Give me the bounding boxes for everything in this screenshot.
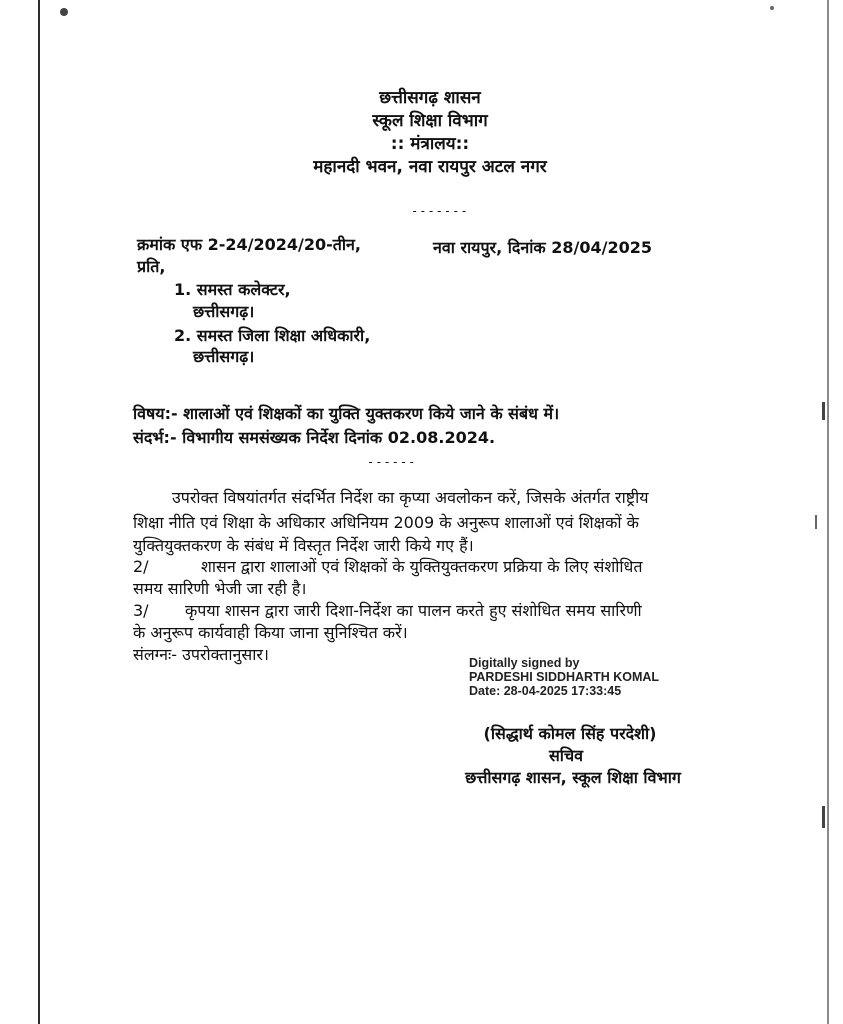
recipient-2-line2: छत्तीसगढ़। bbox=[193, 347, 255, 366]
page-left-edge bbox=[38, 0, 40, 1024]
scan-speck bbox=[822, 806, 825, 828]
header-separator: ------- bbox=[411, 204, 469, 218]
digital-signature-block bbox=[469, 656, 719, 698]
memo-number: क्रमांक एफ 2-24/2024/20-तीन, bbox=[137, 235, 361, 254]
paragraph-2-number: 2/ bbox=[133, 557, 149, 576]
paragraph-3-number: 3/ bbox=[133, 601, 149, 620]
scan-smudge bbox=[60, 8, 68, 16]
enclosure-line: संलग्नः- उपरोक्तानुसार। bbox=[133, 645, 269, 664]
memo-to-label: प्रति, bbox=[137, 257, 166, 276]
ministry-title: :: मंत्रालय:: bbox=[390, 134, 470, 154]
department-title: स्कूल शिक्षा विभाग bbox=[372, 111, 488, 131]
signatory-name: (सिद्धार्थ कोमल सिंह परदेशी) bbox=[483, 724, 657, 743]
paragraph-1-line-1: उपरोक्त विषयांतर्गत संदर्भित निर्देश का कृप्या अवलोकन करें, जिसके अंतर्गत राष्ट्रीय bbox=[172, 488, 649, 507]
paragraph-3-line-2: के अनुरूप कार्यवाही किया जाना सुनिश्चित करें। bbox=[133, 623, 408, 642]
scan-speck bbox=[822, 402, 825, 420]
paragraph-1-line-2: शिक्षा नीति एवं शिक्षा के अधिकार अधिनियम 2009 के अनुरूप शालाओं एवं शिक्षकों के bbox=[133, 513, 639, 532]
memo-place-date: नवा रायपुर, दिनांक 28/04/2025 bbox=[433, 238, 653, 257]
digital-signature-line-1: Digitally signed by bbox=[469, 656, 580, 670]
recipient-1-line1: 1. समस्त कलेक्टर, bbox=[174, 280, 291, 299]
digital-signature-line-2: PARDESHI SIDDHARTH KOMAL bbox=[469, 670, 660, 684]
paragraph-2-line-1: शासन द्वारा शालाओं एवं शिक्षकों के युक्तियुक्तकरण प्रक्रिया के लिए संशोधित bbox=[201, 557, 643, 576]
paragraph-1-line-3: युक्तियुक्तकरण के संबंध में विस्तृत निर्देश जारी किये गए हैं। bbox=[133, 536, 474, 555]
scan-speck bbox=[815, 515, 817, 529]
subject-line: विषय:- शालाओं एवं शिक्षकों का युक्ति युक्तकरण किये जाने के संबंध में। bbox=[133, 404, 560, 423]
reference-line: संदर्भ:- विभागीय समसंख्यक निर्देश दिनांक 02.08.2024. bbox=[133, 428, 496, 447]
signatory-office: छत्तीसगढ़ शासन, स्कूल शिक्षा विभाग bbox=[465, 768, 681, 787]
office-address: महानदी भवन, नवा रायपुर अटल नगर bbox=[313, 157, 547, 177]
recipient-1-line2: छत्तीसगढ़। bbox=[193, 302, 255, 321]
digital-signature-line-3: Date: 28-04-2025 17:33:45 bbox=[469, 684, 622, 698]
paragraph-2-line-2: समय सारिणी भेजी जा रही है। bbox=[133, 579, 307, 598]
government-title: छत्तीसगढ़ शासन bbox=[379, 88, 481, 108]
recipient-2-line1: 2. समस्त जिला शिक्षा अधिकारी, bbox=[174, 326, 371, 345]
paragraph-3-line-1: कृपया शासन द्वारा जारी दिशा-निर्देश का पालन करते हुए संशोधित समय सारिणी bbox=[185, 601, 642, 620]
signatory-designation: सचिव bbox=[548, 746, 584, 765]
page-right-edge bbox=[827, 0, 829, 1024]
reference-separator: ------ bbox=[367, 455, 417, 469]
scan-speck bbox=[770, 6, 774, 10]
